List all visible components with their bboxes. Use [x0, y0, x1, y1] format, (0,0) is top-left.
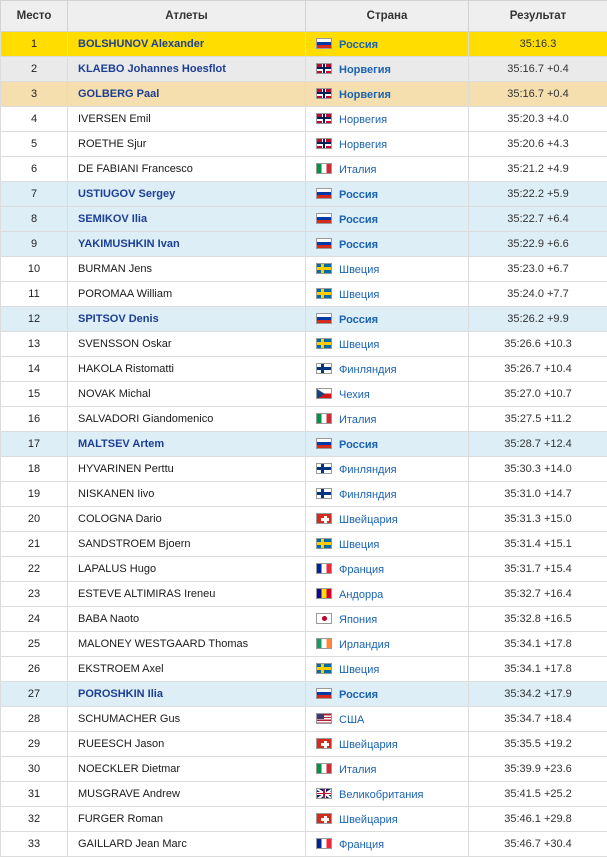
- country-name: Финляндия: [339, 364, 397, 376]
- cell-result: 35:41.5 +25.2: [469, 782, 607, 807]
- table-row[interactable]: [1, 782, 607, 807]
- cell-country: [306, 407, 469, 432]
- table-row[interactable]: [1, 707, 607, 732]
- table-row[interactable]: [1, 132, 607, 157]
- table-row[interactable]: [1, 107, 607, 132]
- flag-icon: [316, 813, 332, 824]
- cell-result: 35:27.0 +10.7: [469, 382, 607, 407]
- country-name: Швейцария: [339, 739, 398, 751]
- cell-place: 28: [1, 707, 68, 732]
- table-row[interactable]: [1, 57, 607, 82]
- cell-athlete[interactable]: ROETHE Sjur: [68, 132, 306, 157]
- cell-athlete[interactable]: SALVADORI Giandomenico: [68, 407, 306, 432]
- cell-athlete[interactable]: DE FABIANI Francesco: [68, 157, 306, 182]
- flag-icon: [316, 63, 332, 74]
- table-row[interactable]: [1, 832, 607, 857]
- cell-place: 13: [1, 332, 68, 357]
- table-row[interactable]: [1, 682, 607, 707]
- flag-icon: [316, 413, 332, 424]
- country-name: Норвегия: [339, 64, 391, 76]
- cell-result: 35:32.8 +16.5: [469, 607, 607, 632]
- cell-result: 35:20.3 +4.0: [469, 107, 607, 132]
- cell-athlete[interactable]: NOVAK Michal: [68, 382, 306, 407]
- cell-athlete[interactable]: BABA Naoto: [68, 607, 306, 632]
- flag-icon: [316, 288, 332, 299]
- country-name: Швеция: [339, 539, 379, 551]
- flag-icon: [316, 738, 332, 749]
- cell-place: 31: [1, 782, 68, 807]
- cell-country: [306, 707, 469, 732]
- table-row[interactable]: [1, 257, 607, 282]
- cell-country: [306, 207, 469, 232]
- cell-place: 16: [1, 407, 68, 432]
- cell-result: 35:31.0 +14.7: [469, 482, 607, 507]
- table-row[interactable]: [1, 632, 607, 657]
- cell-result: 35:35.5 +19.2: [469, 732, 607, 757]
- cell-country: [306, 582, 469, 607]
- cell-athlete[interactable]: IVERSEN Emil: [68, 107, 306, 132]
- cell-athlete[interactable]: GAILLARD Jean Marc: [68, 832, 306, 857]
- cell-result: 35:16.3: [469, 32, 607, 57]
- cell-result: 35:24.0 +7.7: [469, 282, 607, 307]
- cell-country: [306, 332, 469, 357]
- cell-country: [306, 832, 469, 857]
- cell-place: 10: [1, 257, 68, 282]
- flag-icon: [316, 638, 332, 649]
- cell-country: [306, 132, 469, 157]
- cell-athlete[interactable]: POROSHKIN Ilia: [68, 682, 306, 707]
- cell-place: 19: [1, 482, 68, 507]
- cell-result: 35:32.7 +16.4: [469, 582, 607, 607]
- cell-country: [306, 357, 469, 382]
- table-row[interactable]: [1, 157, 607, 182]
- cell-result: 35:22.7 +6.4: [469, 207, 607, 232]
- flag-icon: [316, 613, 332, 624]
- cell-result: 35:30.3 +14.0: [469, 457, 607, 482]
- cell-place: 1: [1, 32, 68, 57]
- flag-icon: [316, 38, 332, 49]
- table-row[interactable]: [1, 382, 607, 407]
- cell-athlete[interactable]: LAPALUS Hugo: [68, 557, 306, 582]
- flag-icon: [316, 763, 332, 774]
- country-name: Швеция: [339, 289, 379, 301]
- cell-place: 7: [1, 182, 68, 207]
- cell-result: 35:20.6 +4.3: [469, 132, 607, 157]
- table-row[interactable]: [1, 332, 607, 357]
- cell-country: [306, 432, 469, 457]
- flag-icon: [316, 513, 332, 524]
- cell-country: [306, 682, 469, 707]
- cell-result: 35:31.3 +15.0: [469, 507, 607, 532]
- flag-icon: [316, 438, 332, 449]
- flag-icon: [316, 238, 332, 249]
- cell-result: 35:34.1 +17.8: [469, 632, 607, 657]
- cell-country: [306, 607, 469, 632]
- country-name: Россия: [339, 39, 378, 51]
- cell-result: 35:26.6 +10.3: [469, 332, 607, 357]
- cell-place: 15: [1, 382, 68, 407]
- cell-athlete[interactable]: HAKOLA Ristomatti: [68, 357, 306, 382]
- cell-athlete[interactable]: GOLBERG Paal: [68, 82, 306, 107]
- cell-place: 25: [1, 632, 68, 657]
- cell-result: 35:39.9 +23.6: [469, 757, 607, 782]
- table-body: [1, 32, 607, 857]
- cell-country: [306, 532, 469, 557]
- cell-athlete[interactable]: BURMAN Jens: [68, 257, 306, 282]
- flag-icon: [316, 138, 332, 149]
- flag-icon: [316, 538, 332, 549]
- cell-country: [306, 107, 469, 132]
- table-row[interactable]: [1, 282, 607, 307]
- cell-country: [306, 157, 469, 182]
- country-name: Швеция: [339, 339, 379, 351]
- flag-icon: [316, 188, 332, 199]
- cell-athlete[interactable]: MALONEY WESTGAARD Thomas: [68, 632, 306, 657]
- cell-country: [306, 557, 469, 582]
- cell-athlete[interactable]: MUSGRAVE Andrew: [68, 782, 306, 807]
- cell-country: [306, 307, 469, 332]
- cell-place: 14: [1, 357, 68, 382]
- flag-icon: [316, 488, 332, 499]
- cell-country: [306, 807, 469, 832]
- country-name: Япония: [339, 614, 377, 626]
- table-row[interactable]: [1, 82, 607, 107]
- country-name: Италия: [339, 414, 376, 426]
- country-name: Италия: [339, 764, 376, 776]
- country-name: Ирландия: [339, 639, 390, 651]
- cell-result: 35:34.1 +17.8: [469, 657, 607, 682]
- table-row[interactable]: [1, 757, 607, 782]
- cell-athlete[interactable]: EKSTROEM Axel: [68, 657, 306, 682]
- country-name: Швеция: [339, 664, 379, 676]
- cell-result: 35:46.7 +30.4: [469, 832, 607, 857]
- table-row[interactable]: [1, 457, 607, 482]
- cell-athlete[interactable]: MALTSEV Artem: [68, 432, 306, 457]
- cell-country: [306, 182, 469, 207]
- cell-country: [306, 32, 469, 57]
- cell-athlete[interactable]: SEMIKOV Ilia: [68, 207, 306, 232]
- column-header-place[interactable]: Место: [1, 1, 68, 32]
- country-name: Норвегия: [339, 89, 391, 101]
- cell-place: 18: [1, 457, 68, 482]
- country-name: США: [339, 714, 364, 726]
- cell-result: 35:16.7 +0.4: [469, 82, 607, 107]
- cell-place: 24: [1, 607, 68, 632]
- cell-athlete[interactable]: USTIUGOV Sergey: [68, 182, 306, 207]
- table-row[interactable]: [1, 357, 607, 382]
- cell-country: [306, 257, 469, 282]
- cell-place: 23: [1, 582, 68, 607]
- cell-place: 32: [1, 807, 68, 832]
- cell-result: 35:23.0 +6.7: [469, 257, 607, 282]
- cell-country: [306, 757, 469, 782]
- cell-country: [306, 457, 469, 482]
- cell-athlete[interactable]: SVENSSON Oskar: [68, 332, 306, 357]
- flag-icon: [316, 363, 332, 374]
- country-name: Финляндия: [339, 489, 397, 501]
- cell-place: 29: [1, 732, 68, 757]
- cell-place: 27: [1, 682, 68, 707]
- cell-athlete[interactable]: YAKIMUSHKIN Ivan: [68, 232, 306, 257]
- cell-athlete[interactable]: RUEESCH Jason: [68, 732, 306, 757]
- flag-icon: [316, 688, 332, 699]
- flag-icon: [316, 213, 332, 224]
- cell-result: 35:31.7 +15.4: [469, 557, 607, 582]
- cell-place: 5: [1, 132, 68, 157]
- cell-country: [306, 232, 469, 257]
- cell-country: [306, 632, 469, 657]
- cell-result: 35:21.2 +4.9: [469, 157, 607, 182]
- cell-athlete[interactable]: ESTEVE ALTIMIRAS Ireneu: [68, 582, 306, 607]
- table-header: [1, 1, 607, 32]
- table-row[interactable]: [1, 807, 607, 832]
- cell-athlete[interactable]: SANDSTROEM Bjoern: [68, 532, 306, 557]
- cell-place: 3: [1, 82, 68, 107]
- flag-icon: [316, 88, 332, 99]
- country-name: Андорра: [339, 589, 383, 601]
- country-name: Россия: [339, 214, 378, 226]
- cell-result: 35:22.2 +5.9: [469, 182, 607, 207]
- country-name: Чехия: [339, 389, 370, 401]
- cell-country: [306, 57, 469, 82]
- country-name: Франция: [339, 564, 384, 576]
- cell-athlete[interactable]: COLOGNA Dario: [68, 507, 306, 532]
- table-row[interactable]: [1, 207, 607, 232]
- cell-country: [306, 732, 469, 757]
- flag-icon: [316, 838, 332, 849]
- table-row[interactable]: [1, 232, 607, 257]
- flag-icon: [316, 713, 332, 724]
- country-name: Швейцария: [339, 514, 398, 526]
- header-row: [1, 1, 607, 32]
- cell-place: 6: [1, 157, 68, 182]
- cell-place: 17: [1, 432, 68, 457]
- flag-icon: [316, 338, 332, 349]
- cell-place: 11: [1, 282, 68, 307]
- cell-place: 30: [1, 757, 68, 782]
- flag-icon: [316, 163, 332, 174]
- cell-place: 26: [1, 657, 68, 682]
- cell-place: 9: [1, 232, 68, 257]
- flag-icon: [316, 788, 332, 799]
- table-row[interactable]: [1, 307, 607, 332]
- country-name: Россия: [339, 689, 378, 701]
- cell-athlete[interactable]: POROMAA William: [68, 282, 306, 307]
- country-name: Франция: [339, 839, 384, 851]
- cell-result: 35:26.7 +10.4: [469, 357, 607, 382]
- table-row[interactable]: [1, 432, 607, 457]
- table-row[interactable]: [1, 407, 607, 432]
- table-row[interactable]: [1, 482, 607, 507]
- table-row[interactable]: [1, 582, 607, 607]
- column-header-result[interactable]: Результат: [469, 1, 607, 32]
- flag-icon: [316, 313, 332, 324]
- cell-country: [306, 657, 469, 682]
- country-name: Россия: [339, 189, 378, 201]
- cell-place: 12: [1, 307, 68, 332]
- cell-country: [306, 282, 469, 307]
- country-name: Норвегия: [339, 114, 387, 126]
- cell-result: 35:28.7 +12.4: [469, 432, 607, 457]
- cell-place: 20: [1, 507, 68, 532]
- country-name: Швеция: [339, 264, 379, 276]
- cell-result: 35:22.9 +6.6: [469, 232, 607, 257]
- cell-result: 35:27.5 +11.2: [469, 407, 607, 432]
- cell-country: [306, 482, 469, 507]
- table-row[interactable]: [1, 557, 607, 582]
- cell-result: 35:46.1 +29.8: [469, 807, 607, 832]
- flag-icon: [316, 663, 332, 674]
- cell-athlete[interactable]: FURGER Roman: [68, 807, 306, 832]
- cell-country: [306, 82, 469, 107]
- cell-place: 33: [1, 832, 68, 857]
- table-row[interactable]: [1, 182, 607, 207]
- cell-place: 22: [1, 557, 68, 582]
- country-name: Великобритания: [339, 789, 423, 801]
- cell-result: 35:16.7 +0.4: [469, 57, 607, 82]
- cell-athlete[interactable]: NISKANEN Iivo: [68, 482, 306, 507]
- country-name: Россия: [339, 439, 378, 451]
- flag-icon: [316, 263, 332, 274]
- table-row[interactable]: [1, 657, 607, 682]
- cell-place: 21: [1, 532, 68, 557]
- flag-icon: [316, 563, 332, 574]
- flag-icon: [316, 113, 332, 124]
- cell-athlete[interactable]: KLAEBO Johannes Hoesflot: [68, 57, 306, 82]
- flag-icon: [316, 388, 332, 399]
- cell-result: 35:34.2 +17.9: [469, 682, 607, 707]
- table-row[interactable]: [1, 532, 607, 557]
- column-header-country[interactable]: Страна: [306, 1, 469, 32]
- country-name: Швейцария: [339, 814, 398, 826]
- country-name: Норвегия: [339, 139, 387, 151]
- cell-athlete[interactable]: SPITSOV Denis: [68, 307, 306, 332]
- flag-icon: [316, 588, 332, 599]
- cell-country: [306, 507, 469, 532]
- table-row[interactable]: [1, 507, 607, 532]
- cell-result: 35:34.7 +18.4: [469, 707, 607, 732]
- column-header-athlete[interactable]: Атлеты: [68, 1, 306, 32]
- cell-athlete[interactable]: BOLSHUNOV Alexander: [68, 32, 306, 57]
- cell-athlete[interactable]: HYVARINEN Perttu: [68, 457, 306, 482]
- cell-place: 4: [1, 107, 68, 132]
- country-name: Финляндия: [339, 464, 397, 476]
- table-row[interactable]: [1, 732, 607, 757]
- country-name: Россия: [339, 239, 378, 251]
- cell-result: 35:26.2 +9.9: [469, 307, 607, 332]
- country-name: Италия: [339, 164, 376, 176]
- cell-country: [306, 782, 469, 807]
- flag-icon: [316, 463, 332, 474]
- cell-place: 2: [1, 57, 68, 82]
- cell-athlete[interactable]: SCHUMACHER Gus: [68, 707, 306, 732]
- cell-athlete[interactable]: NOECKLER Dietmar: [68, 757, 306, 782]
- cell-place: 8: [1, 207, 68, 232]
- country-name: Россия: [339, 314, 378, 326]
- table-row[interactable]: [1, 607, 607, 632]
- cell-result: 35:31.4 +15.1: [469, 532, 607, 557]
- table-row[interactable]: [1, 32, 607, 57]
- cell-country: [306, 382, 469, 407]
